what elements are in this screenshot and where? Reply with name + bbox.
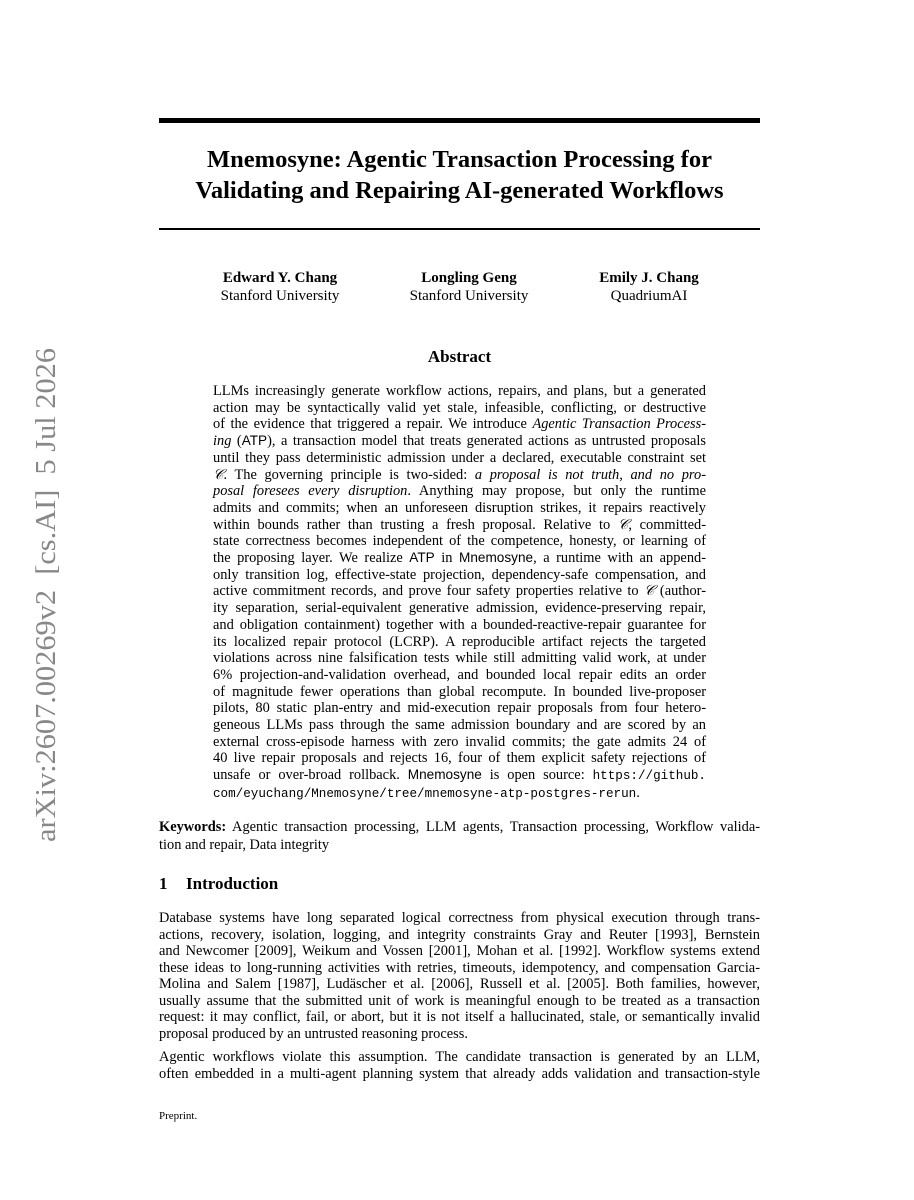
abstract-text: admits and commits; when an unforeseen disruption strikes, it repairs reactively — [213, 499, 706, 516]
abstract-line — [213, 750, 706, 767]
paper-title — [159, 144, 760, 206]
abstract-text: external cross-episode harness with zero invalid commits; the gate admits 24 of — [213, 733, 706, 750]
repo-url[interactable]: com/eyuchang/Mnemosyne/tree/mnemosyne-atp-postgres-rerun — [213, 786, 637, 801]
abstract-text: geneous LLMs pass through the same admission boundary and are scored by an — [213, 717, 706, 734]
keywords — [159, 818, 760, 854]
constraint-set-symbol: 𝒞 — [213, 466, 224, 483]
abstract-text: unsafe or over-broad rollback. — [213, 767, 400, 784]
abstract-line — [213, 400, 706, 417]
repo-url[interactable]: https://github. — [592, 769, 706, 784]
keywords-text: Agentic transaction processing, LLM agents, Transaction processing, Workflow valida- — [232, 819, 760, 835]
abstract-text: state correctness becomes independent of the competence, honesty, or learning of — [213, 533, 706, 550]
abstract-line — [213, 617, 706, 634]
abstract-line — [213, 634, 706, 651]
mnemosyne-name: Mnemosyne — [459, 550, 534, 566]
title-top-rule — [159, 118, 760, 123]
section-number: 1 — [159, 874, 168, 893]
paper-title-line-1: Mnemosyne: Agentic Transaction Processing for — [207, 146, 712, 173]
paragraph-line: often embedded in a multi-agent planning system that already adds validation and transaction-style — [159, 1065, 760, 1082]
arxiv-identifier — [15, 346, 63, 846]
paragraph-line: Molina and Salem [1987], Ludäscher et al. [2006], Russell et al. [2005]. Both families, however, — [159, 976, 760, 992]
abstract-text: only transition log, effective-state projection, dependency-safe compensation, and — [213, 566, 706, 583]
abstract-text: violations across nine falsification tests while still admitting valid work, at under — [213, 650, 706, 667]
abstract-italic-text: posal foresees every disruption — [213, 483, 408, 500]
constraint-set-symbol: 𝒞 — [617, 516, 629, 533]
abstract-line — [213, 383, 706, 400]
atp-acronym: ATP — [409, 550, 435, 566]
abstract-line — [213, 700, 706, 717]
abstract-text: . — [636, 784, 640, 801]
abstract-line — [213, 517, 706, 534]
abstract-line — [213, 567, 706, 584]
author-affiliation: Stanford University — [409, 288, 529, 304]
abstract-text: ( — [236, 433, 242, 450]
abstract-line — [213, 550, 706, 567]
author-affiliation: QuadriumAI — [610, 288, 688, 304]
author-affiliation: Stanford University — [220, 288, 340, 304]
author-name: Edward Y. Chang — [222, 270, 338, 286]
abstract-text: , committed- — [628, 516, 706, 533]
author-name: Longling Geng — [421, 270, 517, 286]
section-title: Introduction — [186, 874, 279, 893]
abstract-italic-text: ing — [213, 433, 232, 450]
abstract-text: pilots, 80 static plan-entry and mid-execution repair proposals from four hetero- — [213, 700, 706, 717]
atp-acronym: ATP — [241, 433, 268, 449]
abstract-line — [213, 450, 706, 467]
abstract-text: . Anything may propose, but only the runtime — [407, 483, 707, 500]
paragraph-line: proposal produced by an untrusted reasoning process. — [159, 1025, 468, 1042]
keywords-line — [159, 836, 760, 854]
abstract-text: , a runtime with an append- — [533, 550, 707, 567]
abstract-line — [213, 583, 706, 600]
abstract-text: (author- — [659, 583, 706, 600]
abstract-text: until they pass deterministic admission under a declared, executable constraint set — [213, 449, 706, 466]
abstract-line — [213, 500, 706, 517]
abstract-text: ity separation, serial-equivalent generative admission, evidence-preserving repair, — [213, 600, 706, 617]
title-bottom-rule — [159, 228, 760, 230]
abstract-line — [213, 483, 706, 500]
abstract-line — [213, 684, 706, 701]
abstract-italic-text: a proposal is not truth, and no pro- — [474, 466, 706, 483]
abstract-text: LLMs increasingly generate workflow actions, repairs, and plans, but a generated — [213, 383, 706, 399]
keywords-line — [159, 818, 760, 836]
abstract-text: within bounds rather than trusting a fresh proposal. Relative to — [213, 516, 611, 533]
author-2 — [369, 269, 569, 305]
preprint-footer: Preprint. — [159, 1110, 198, 1122]
abstract-text: 6% projection-and-validation overhead, and bounded local repair edits an order — [213, 666, 706, 683]
abstract-text: the proposing layer. We realize — [213, 550, 403, 567]
abstract-line — [213, 467, 706, 484]
abstract-body — [213, 383, 706, 803]
abstract-line — [213, 734, 706, 751]
abstract-line — [213, 600, 706, 617]
abstract-text: ), a transaction model that treats generated actions as untrusted proposals — [267, 433, 706, 450]
author-1 — [180, 269, 380, 305]
abstract-line — [213, 416, 706, 433]
keywords-label: Keywords: — [159, 819, 227, 835]
abstract-text: of the evidence that triggered a repair. We introduce — [213, 416, 527, 433]
paper-title-line-2: Validating and Repairing AI-generated Workflows — [195, 177, 724, 204]
abstract-italic-text: Agentic Transaction Process- — [532, 416, 706, 433]
intro-paragraph-1 — [159, 910, 760, 1042]
abstract-text: of magnitude fewer operations than global recompute. In bounded live-proposer — [213, 683, 706, 700]
constraint-set-symbol: 𝒞 — [644, 583, 655, 600]
author-3 — [549, 269, 749, 305]
author-name: Emily J. Chang — [599, 270, 699, 286]
abstract-text: is open source: — [489, 767, 585, 784]
abstract-text: in — [441, 550, 453, 567]
abstract-text: its localized repair protocol (LCRP). A reproducible artifact rejects the targeted — [213, 633, 706, 650]
paragraph-line: Database systems have long separated logical correctness from physical execution through trans- — [159, 910, 760, 926]
mnemosyne-name: Mnemosyne — [407, 767, 482, 783]
paragraph-line: and Newcomer [2009], Weikum and Vossen [2001], Mohan et al. [1992]. Workflow systems extend — [159, 943, 760, 959]
abstract-line — [213, 650, 706, 667]
intro-paragraph-2 — [159, 1049, 760, 1082]
abstract-text: . The governing principle is two-sided: — [223, 466, 468, 483]
abstract-line — [213, 785, 706, 803]
abstract-text: 40 live repair proposals and rejects 16, four of them explicit safety rejections of — [213, 750, 706, 767]
arxiv-identifier-text: arXiv:2607.00269v2 [cs.AI] 5 Jul 2026 — [31, 386, 62, 842]
section-heading-introduction — [159, 873, 278, 895]
abstract-text: active commitment records, and prove four safety properties relative to — [213, 583, 639, 600]
paragraph-line: request: it may conflict, fail, or abort, but it is not itself a hallucinated, stale, or semantically invalid — [159, 1009, 760, 1025]
abstract-text: action may be syntactically valid yet stale, infeasible, conflicting, or destructive — [213, 399, 706, 416]
abstract-line — [213, 433, 706, 450]
paragraph-line: Agentic workflows violate this assumption. The candidate transaction is generated by an LLM, — [159, 1049, 760, 1065]
abstract-text: and obligation containment) together with a bounded-reactive-repair guarantee for — [213, 616, 706, 633]
abstract-line — [213, 767, 706, 785]
abstract-line — [213, 533, 706, 550]
keywords-text: tion and repair, Data integrity — [159, 837, 330, 853]
paragraph-line: these ideas to long-running activities with retries, timeouts, idempotency, and compensation Garcia- — [159, 959, 760, 976]
abstract-line — [213, 717, 706, 734]
abstract-heading: Abstract — [427, 347, 492, 366]
abstract-line — [213, 667, 706, 684]
paragraph-line: actions, recovery, isolation, logging, and integrity constraints Gray and Reuter [1993], Bernstein — [159, 926, 760, 943]
paragraph-line: usually assume that the submitted unit of work is meaningful enough to be treated as a transaction — [159, 992, 760, 1009]
